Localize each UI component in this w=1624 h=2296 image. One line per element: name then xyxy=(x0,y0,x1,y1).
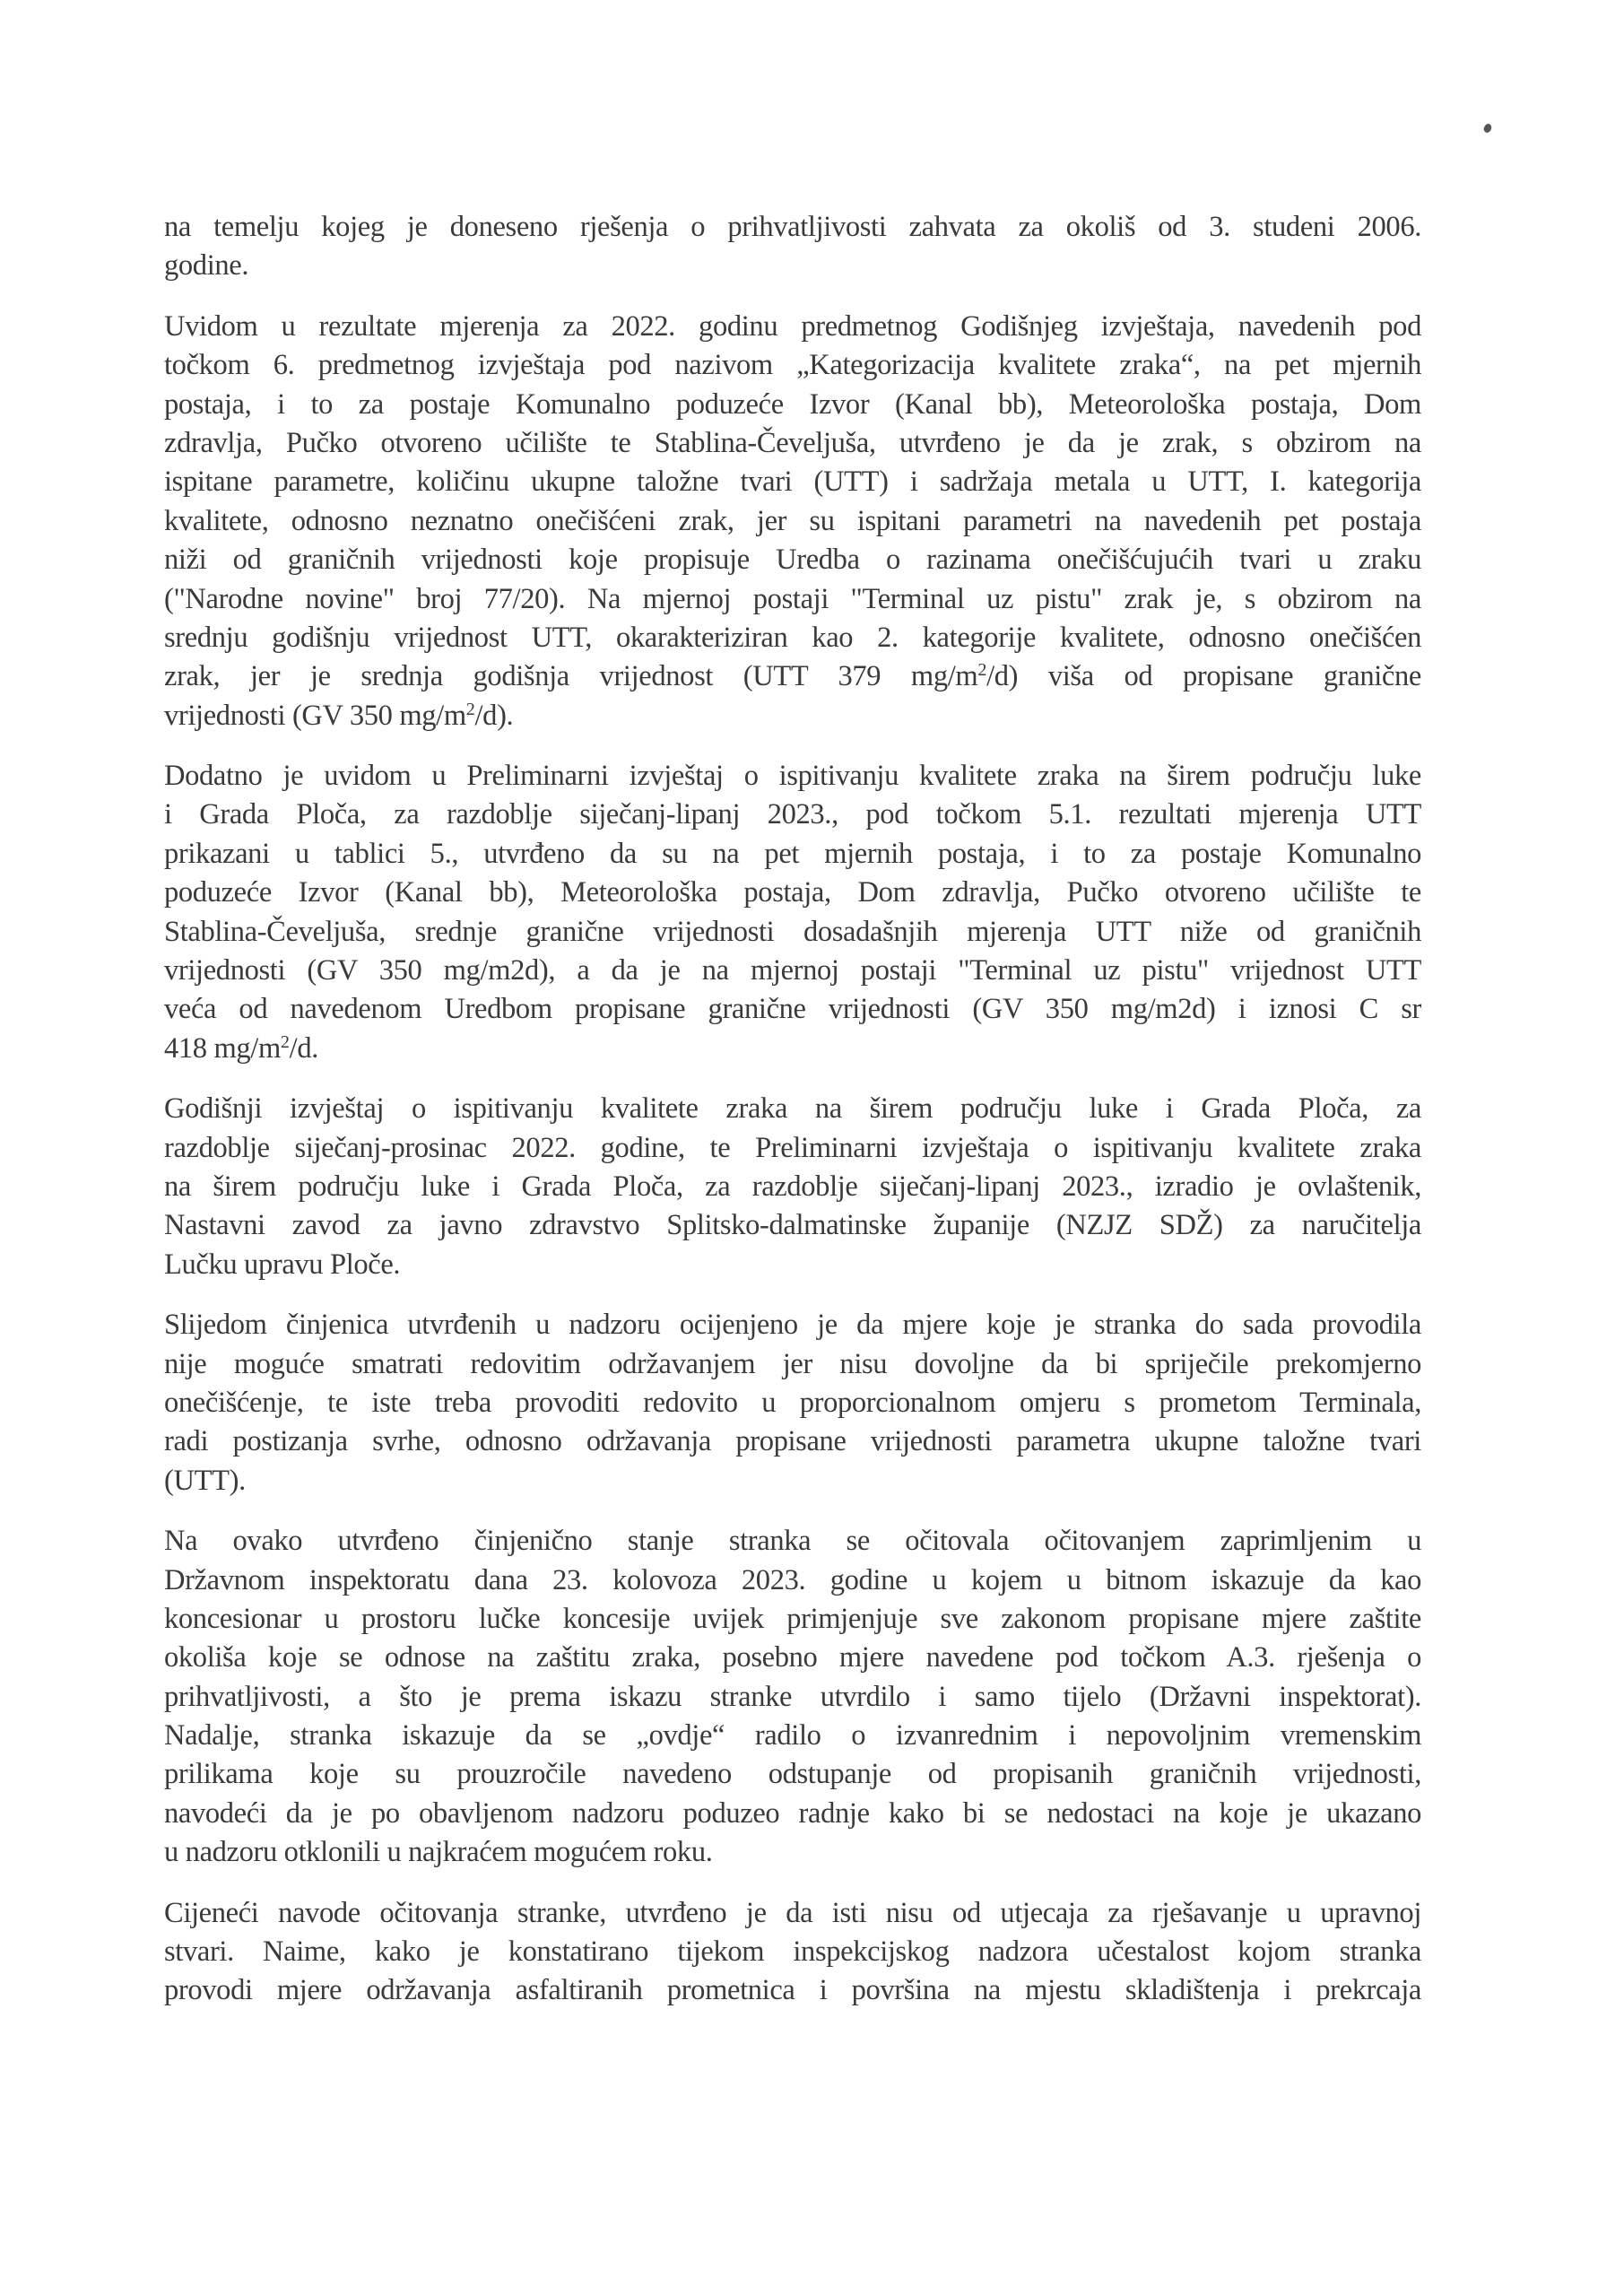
text-line: prihvatljivosti, a što je prema iskazu stranke utvrdilo i samo tijelo (Državni inspektorat). xyxy=(164,1680,1421,1713)
text-line: Dodatno je uvidom u Preliminarni izvještaj o ispitivanju kvalitete zraka na širem području luke xyxy=(164,760,1421,793)
text-line: na širem području luke i Grada Ploča, za razdoblje siječanj-lipanj 2023., izradio je ovlaštenik, xyxy=(164,1170,1421,1203)
text-line: Državnom inspektoratu dana 23. kolovoza 2023. godine u kojem u bitnom iskazuje da kao xyxy=(164,1563,1421,1596)
text-line: provodi mjere održavanja asfaltiranih prometnica i površina na mjestu skladištenja i prekrcaja xyxy=(164,1974,1421,2007)
paragraph-p3 xyxy=(164,757,1421,1068)
paragraph-p7 xyxy=(164,1894,1421,2011)
text-line: prikazani u tablici 5., utvrđeno da su na pet mjernih postaja, i to za postaje Komunalno xyxy=(164,837,1421,870)
text-line: stvari. Naime, kako je konstatirano tijekom inspekcijskog nadzora učestalost kojom stranka xyxy=(164,1935,1421,1969)
text-line: veća od navedenom Uredbom propisane granične vrijednosti (GV 350 mg/m2d) i iznosi C sr xyxy=(164,993,1421,1026)
text-line: okoliša koje se odnose na zaštitu zraka, posebno mjere navedene pod točkom A.3. rješenja o xyxy=(164,1641,1421,1674)
text-line: Godišnji izvještaj o ispitivanju kvalitete zraka na širem području luke i Grada Ploča, za xyxy=(164,1092,1421,1126)
text-line: Stablina-Čeveljuša, srednje granične vrijednosti dosadašnjih mjerenja UTT niže od graničnih xyxy=(164,915,1421,948)
text-line: 418 $mg/m^2/d$. xyxy=(164,1031,319,1065)
text-line: prilikama koje su prouzročile navedeno odstupanje od propisanih graničnih vrijednosti, xyxy=(164,1758,1421,1791)
text-line: Na ovako utvrđeno činjenično stanje stranka se očitovala očitovanjem zaprimljenim u xyxy=(164,1525,1421,1558)
text-line: Uvidom u rezultate mjerenja za 2022. godinu predmetnog Godišnjeg izvještaja, navedenih pod xyxy=(164,309,1421,343)
text-line: Cijeneći navode očitovanja stranke, utvrđeno je da isti nisu od utjecaja za rješavanje u upravnoj xyxy=(164,1896,1421,1929)
text-line: zdravlja, Pučko otvoreno učilište te Stablina-Čeveljuša, utvrđeno je da je zrak, s obzirom na xyxy=(164,426,1421,459)
text-line: Nadalje, stranka iskazuje da se „ovdje“ radilo o izvanrednim i nepovoljnim vremenskim xyxy=(164,1719,1421,1752)
document-body xyxy=(164,208,1421,2032)
text-line: točkom 6. predmetnog izvještaja pod nazivom „Kategorizacija kvalitete zraka“, na pet mjernih xyxy=(164,349,1421,382)
superscript: 2 xyxy=(465,699,475,719)
paragraph-p1 xyxy=(164,208,1421,286)
text-line: radi postizanja svrhe, odnosno održavanja propisane vrijednosti parametra ukupne taložne tvari xyxy=(164,1425,1421,1458)
text-line: (UTT). xyxy=(164,1464,246,1497)
text-line: koncesionar u prostoru lučke koncesije uvijek primjenjuje sve zakonom propisane mjere zaštite xyxy=(164,1602,1421,1635)
paragraph-p5 xyxy=(164,1306,1421,1500)
text-line: Lučku upravu Ploče. xyxy=(164,1248,401,1281)
text-line: godine. xyxy=(164,249,249,283)
text-line: razdoblje siječanj-prosinac 2022. godine, te Preliminarni izvještaja o ispitivanju kvalitete zraka xyxy=(164,1131,1421,1164)
superscript: 2 xyxy=(977,660,987,681)
text-line: ("Narodne novine" broj 77/20). Na mjernoj postaji "Terminal uz pistu" zrak je, s obzirom na xyxy=(164,582,1421,615)
text-line: zrak, jer je srednja godišnja vrijednost (UTT 379 $mg/m^2/d$) viša od propisane granične xyxy=(164,660,1421,693)
scan-speck-mark xyxy=(1482,123,1493,135)
text-line: ispitane parametre, količinu ukupne taložne tvari (UTT) i sadržaja metala u UTT, I. kategorija xyxy=(164,465,1421,499)
text-line: postaja, i to za postaje Komunalno poduzeće Izvor (Kanal bb), Meteorološka postaja, Dom xyxy=(164,387,1421,421)
text-line: vrijednosti (GV 350 $mg/m^2/d$). xyxy=(164,699,514,732)
text-line: Nastavni zavod za javno zdravstvo Splitsko-dalmatinske županije (NZJZ SDŽ) za naručitelja xyxy=(164,1209,1421,1242)
text-line: i Grada Ploča, za razdoblje siječanj-lipanj 2023., pod točkom 5.1. rezultati mjerenja UTT xyxy=(164,798,1421,831)
text-line: onečišćenje, te iste treba provoditi redovito u proporcionalnom omjeru s prometom Terminala, xyxy=(164,1386,1421,1419)
paragraph-p4 xyxy=(164,1090,1421,1284)
text-line: niži od graničnih vrijednosti koje propisuje Uredba o razinama onečišćujućih tvari u zraku xyxy=(164,544,1421,577)
text-line: na temelju kojeg je doneseno rješenja o prihvatljivosti zahvata za okoliš od 3. studeni 2006. xyxy=(164,211,1421,243)
superscript: 2 xyxy=(280,1031,290,1052)
text-line: nije moguće smatrati redovitim održavanjem jer nisu dovoljne da bi spriječile prekomjerno xyxy=(164,1347,1421,1380)
paragraph-p6 xyxy=(164,1522,1421,1873)
text-line: vrijednosti (GV 350 mg/m2d), a da je na mjernoj postaji "Terminal uz pistu" vrijednost UTT xyxy=(164,954,1421,987)
text-line: poduzeće Izvor (Kanal bb), Meteorološka postaja, Dom zdravlja, Pučko otvoreno učilište te xyxy=(164,876,1421,909)
paragraph-p2 xyxy=(164,308,1421,735)
text-line: kvalitete, odnosno neznatno onečišćeni zrak, jer su ispitani parametri na navedenih pet postaja xyxy=(164,504,1421,537)
text-line: srednju godišnju vrijednost UTT, okarakteriziran kao 2. kategorije kvalitete, odnosno onečišćen xyxy=(164,621,1421,654)
text-line: u nadzoru otklonili u najkraćem mogućem roku. xyxy=(164,1836,713,1869)
text-line: navodeći da je po obavljenom nadzoru poduzeo radnje kako bi se nedostaci na koje je ukazano xyxy=(164,1796,1421,1830)
text-line: Slijedom činjenica utvrđenih u nadzoru ocijenjeno je da mjere koje je stranka do sada provodila xyxy=(164,1309,1421,1342)
